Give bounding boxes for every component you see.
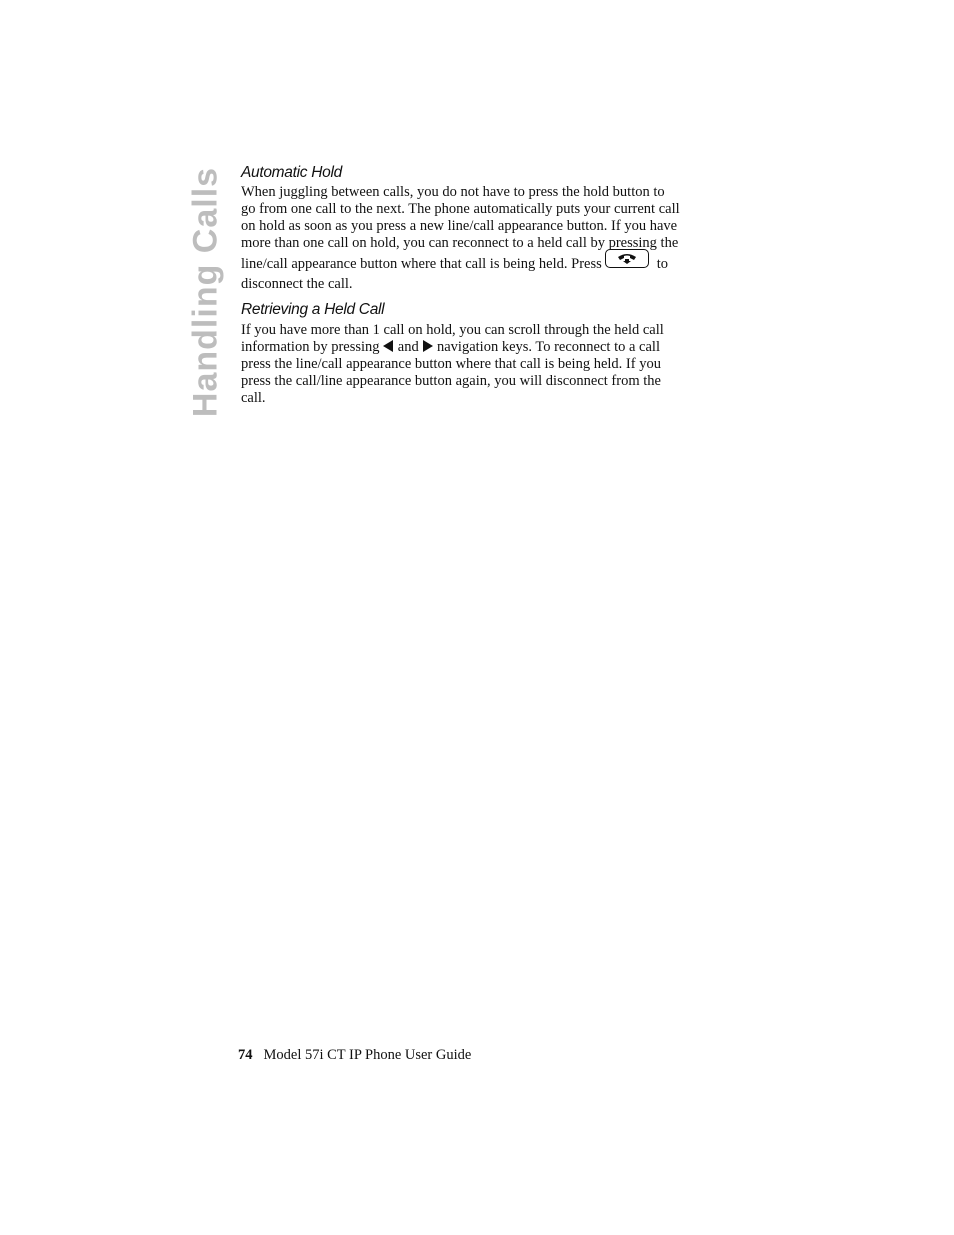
text-line: [241, 256, 668, 272]
text-line: disconnect the call.: [241, 276, 353, 292]
page-number: 74: [238, 1047, 253, 1063]
footer-title: Model 57i CT IP Phone User Guide: [263, 1047, 472, 1063]
text-line: If you have more than 1 call on hold, you can scroll through the held call: [241, 322, 664, 338]
text-line: on hold as soon as you press a new line/call appearance button. If you have: [241, 218, 678, 234]
text-fragment: and: [397, 339, 419, 355]
text-line: call.: [241, 390, 266, 406]
side-tab: [186, 162, 226, 422]
text-line: press the line/call appearance button where that call is being held. If you: [241, 356, 661, 372]
side-tab-label: Handling Calls: [186, 166, 225, 418]
text-fragment: line/call appearance button where that call is being held. Press: [241, 256, 602, 272]
section-automatic-hold: [241, 163, 721, 293]
text-line: [241, 339, 660, 355]
text-line: press the call/line appearance button again, you will disconnect from the: [241, 373, 661, 389]
section-heading-retrieving: Retrieving a Held Call: [241, 301, 385, 318]
page-content: [241, 163, 721, 407]
text-line: go from one call to the next. The phone automatically puts your current call: [241, 201, 680, 217]
page-footer: [238, 1046, 471, 1064]
text-fragment: navigation keys. To reconnect to a call: [436, 339, 660, 355]
section-retrieving-held-call: [241, 300, 721, 407]
text-line: more than one call on hold, you can reconnect to a held call by pressing the: [241, 235, 679, 251]
goodbye-key-icon: [605, 249, 649, 268]
right-arrow-key-icon: [422, 340, 433, 352]
left-arrow-key-icon: [383, 340, 394, 352]
text-fragment: information by pressing: [241, 339, 380, 355]
text-line: When juggling between calls, you do not have to press the hold button to: [241, 184, 665, 200]
paragraph-retrieving: [241, 322, 721, 407]
text-fragment: to: [656, 256, 669, 272]
paragraph-automatic-hold: [241, 184, 721, 293]
section-heading-automatic-hold: Automatic Hold: [241, 164, 342, 181]
